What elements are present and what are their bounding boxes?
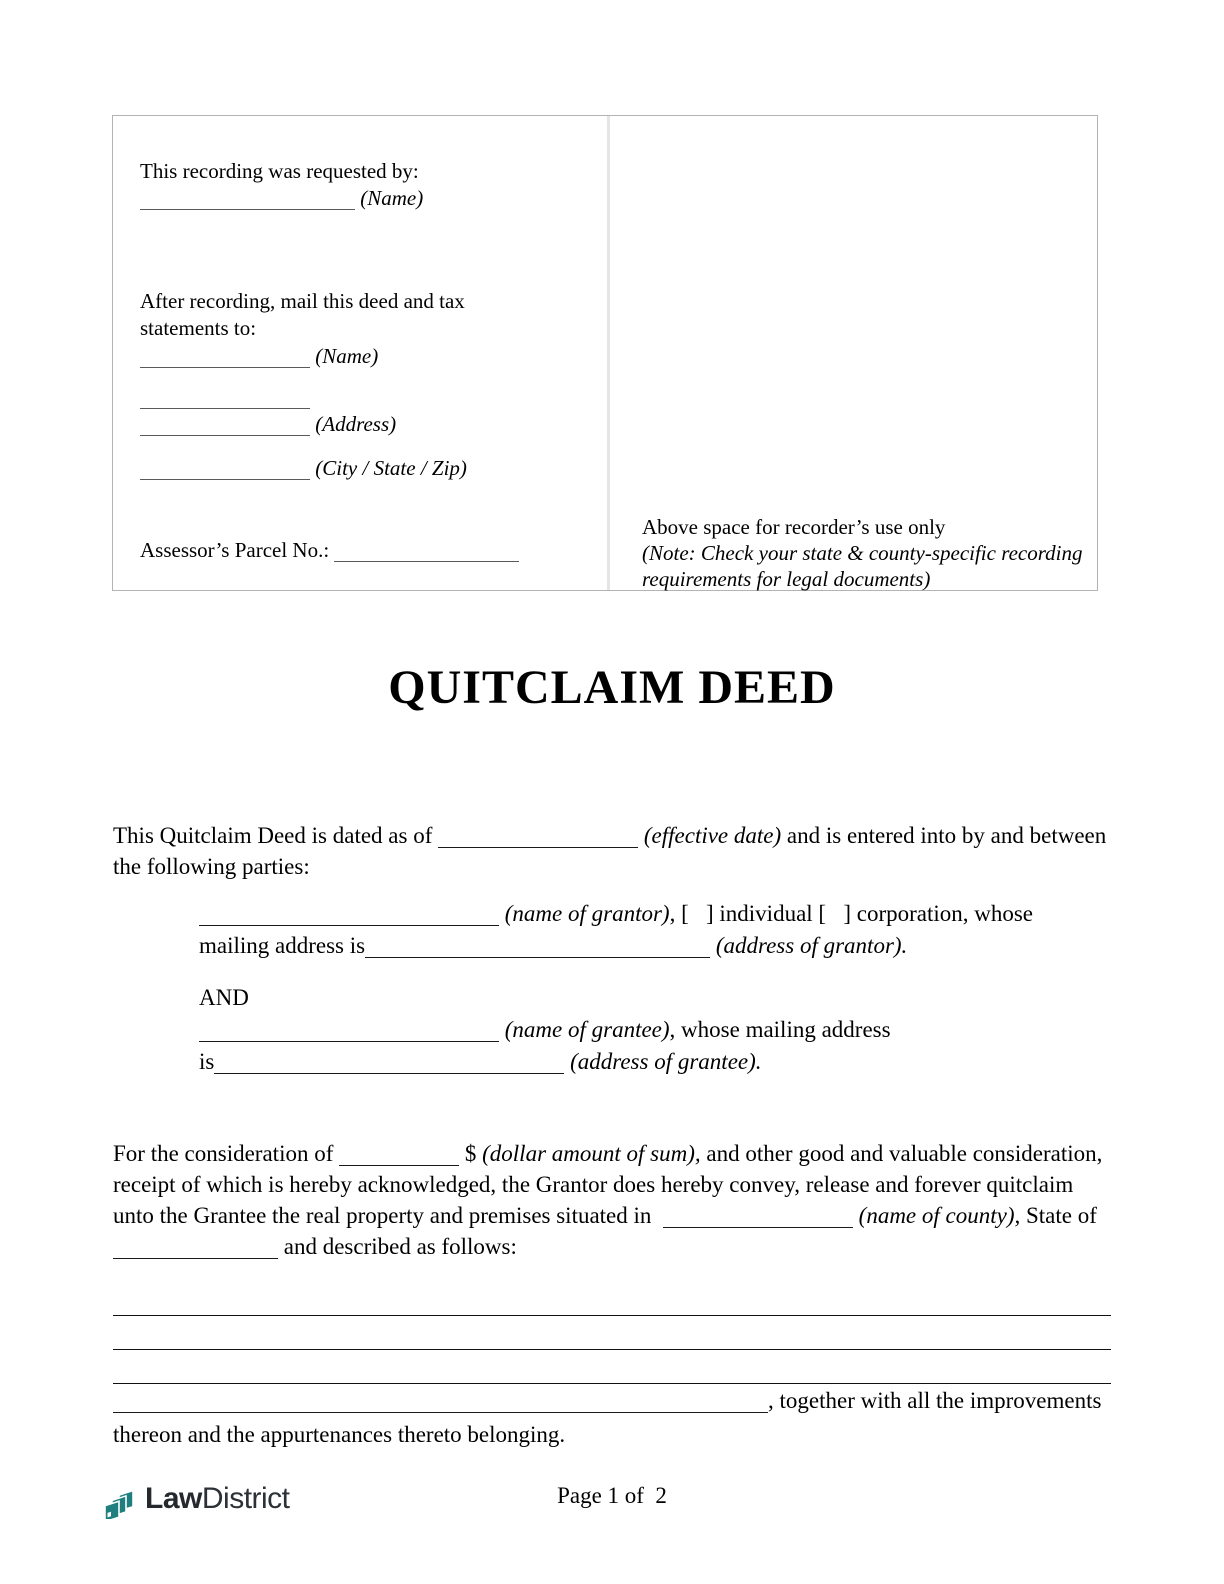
grantee-address-pre: is — [199, 1049, 215, 1074]
improvements-text: , together with all the improvements thereon and the appurtenances thereto belonging. — [113, 1388, 1108, 1447]
intro-text-post: and is entered into by and between the following parties: — [113, 823, 1112, 879]
brand-name-bold: Law — [145, 1482, 202, 1515]
requested-by-name-blank — [140, 187, 355, 210]
grantor-name-label: (name of grantor) — [499, 901, 670, 926]
effective-date-blank — [438, 823, 638, 848]
grantee-address-blank — [214, 1049, 564, 1074]
grantor-name-line — [199, 898, 1081, 930]
address-blank-2 — [140, 413, 310, 436]
address-label: (Address) — [310, 412, 397, 436]
city-state-zip-label: (City / State / Zip) — [310, 456, 467, 480]
grantee-name-blank — [199, 1017, 499, 1042]
grantor-address-pre: mailing address is — [199, 933, 366, 958]
assessor-parcel-line — [140, 537, 593, 564]
and-separator: AND — [199, 985, 249, 1010]
requested-by-text: This recording was requested by: — [140, 159, 419, 183]
requested-by-name-line — [140, 185, 593, 212]
consideration-text-2: and other good and valuable consideration, receipt of which is hereby acknowledged, the Grantor does hereby convey, release and forever quitclaim unto the Grantee the real property and premises situated in — [113, 1141, 1109, 1228]
grantee-name-label: (name of grantee) — [499, 1017, 670, 1042]
intro-paragraph — [113, 820, 1113, 882]
mail-to-label-line1 — [140, 288, 593, 315]
consideration-text-3: State of — [1020, 1203, 1109, 1228]
grantor-type-checkboxes: , [ ] individual [ ] corporation, whose — [669, 901, 1034, 926]
mail-to-address-blank-line — [140, 384, 593, 411]
address-blank-1 — [140, 386, 310, 409]
grantee-name-line — [199, 1014, 1081, 1046]
sum-label: (dollar amount of sum), — [482, 1141, 701, 1166]
parties-block — [199, 898, 1081, 1078]
mail-to-label-line2 — [140, 315, 593, 342]
county-label: (name of county), — [858, 1203, 1021, 1228]
county-blank — [663, 1203, 853, 1228]
mail-to-address-line — [140, 411, 593, 438]
grantee-address-label: (address of grantee). — [564, 1049, 762, 1074]
name-label-2: (Name) — [310, 344, 379, 368]
sum-blank — [339, 1141, 459, 1166]
assessor-parcel-blank — [334, 539, 519, 562]
consideration-text-1: For the consideration of — [113, 1141, 340, 1166]
recorder-box-left-column — [113, 116, 607, 590]
state-blank — [113, 1234, 278, 1259]
brand-name-rest: District — [201, 1482, 290, 1515]
consideration-text-4: and described as follows: — [278, 1234, 517, 1259]
property-description-block — [113, 1282, 1111, 1452]
requested-by-label — [140, 158, 593, 185]
description-blank-line-3 — [113, 1350, 1111, 1384]
grantee-name-rest: , whose mailing address — [669, 1017, 891, 1042]
mail-to-name-blank — [140, 345, 310, 368]
description-tail-line — [113, 1384, 1111, 1452]
grantee-address-line — [199, 1046, 1081, 1078]
grantor-address-label: (address of grantor). — [710, 933, 908, 958]
grantor-address-blank — [365, 933, 710, 958]
consideration-paragraph — [113, 1138, 1113, 1262]
recorder-box-right-column — [610, 116, 1097, 590]
mail-to-text2: statements to: — [140, 316, 257, 340]
name-label: (Name) — [355, 186, 424, 210]
assessor-parcel-label: Assessor’s Parcel No.: — [140, 538, 335, 562]
description-partial-blank — [113, 1388, 768, 1413]
page-title: QUITCLAIM DEED — [388, 661, 836, 714]
effective-date-label: (effective date) — [638, 823, 782, 848]
recorder-use-note — [642, 514, 1094, 592]
mail-to-text1: After recording, mail this deed and tax — [140, 289, 465, 313]
grantor-address-line — [199, 930, 1081, 962]
city-state-zip-line — [140, 455, 593, 482]
description-blank-line-2 — [113, 1316, 1111, 1350]
recorder-info-box — [112, 115, 1098, 591]
above-space-text: Above space for recorder’s use only — [642, 515, 946, 539]
recording-requirements-note: (Note: Check your state & county-specific recording requirements for legal documents) — [642, 541, 1088, 591]
dollar-sign: $ — [459, 1141, 483, 1166]
city-state-zip-blank — [140, 457, 310, 480]
intro-text-pre: This Quitclaim Deed is dated as of — [113, 823, 439, 848]
grantor-name-blank — [199, 901, 499, 926]
mail-to-name-line — [140, 343, 593, 370]
page-number: Page 1 of 2 — [557, 1483, 667, 1508]
description-blank-line-1 — [113, 1282, 1111, 1316]
